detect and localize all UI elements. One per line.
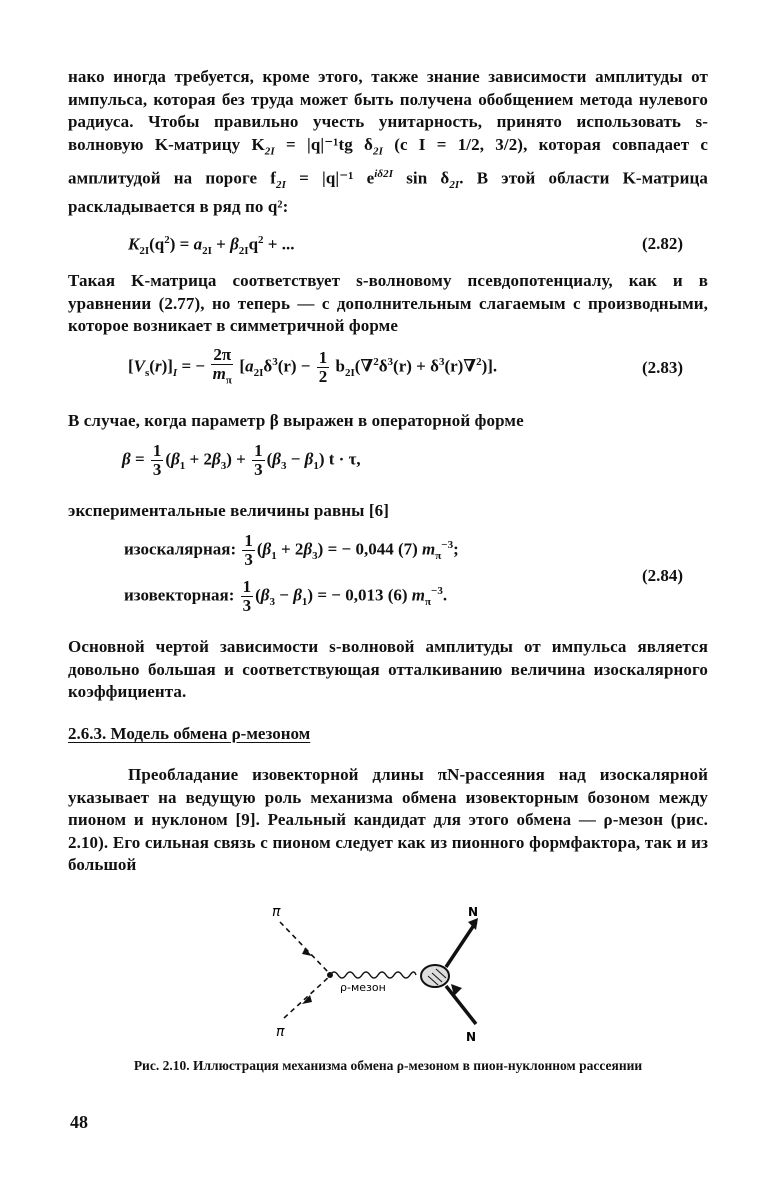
paragraph-intro-text: нако иногда требуется, кроме этого, также знание зависимости амплитуды от импульса, которая без труда может быть получена обобщением метода нулевого радиуса. Чтобы правильно учесть унитарность, принято использовать s-волновую K-матрицу K — [68, 67, 708, 154]
equation-2-82: $K_{2I}(q^2) = a_{2I} + \beta_{2I}q^2$ + ... — [128, 234, 295, 258]
paragraph-pseudopotential: Такая K-матрица соответствует s-волновому псевдопотенциалу, как и в уравнении (2.77), но теперь — с дополнительным слагаемым с производными, которое возникает в симметричной форме — [68, 271, 708, 336]
pion-out-line — [284, 976, 330, 1018]
feynman-diagram — [250, 900, 510, 1050]
equation-number-2-83: (2.83) — [642, 358, 684, 377]
equation-beta-operator: β = $\frac{1}{3}$ $(\beta_1 + 2\beta_3)$ + $\frac{1}{3}$ $(\beta_3 - \beta_1) t \cdot \tau$, — [122, 441, 361, 479]
rho-exchange-line — [330, 972, 416, 978]
equation-isoscalar: изоскалярная: $\frac{1}{3}$ $(\beta_1 + 2\beta_3)$ = − 0,044 (7) $m_\pi^{-3}$; — [124, 531, 459, 569]
nucleon-in-line — [446, 986, 476, 1024]
paragraph-main-feature: Основной чертой зависимости s-волновой амплитуды от импульса является довольно большая и соответствующая отталкиванию величина изоскалярного коэффициента. — [68, 637, 708, 702]
section-heading: 2.6.3. Модель обмена ρ-мезоном — [68, 724, 311, 743]
paragraph-intro: нако иногда требуется, кроме этого, также знание зависимости амплитуды от импульса, которая без труда может быть получена обобщением метода нулевого радиуса. Чтобы правильно учесть унитарность, принято использовать s-волновую K-матрицу $K_{2I} = |q|^{-1}tg$ $\delta_{2I}$ (с I = 1/2, 3/2), которая совпадает с амплитудой на пороге $f_{2I} = |q|^{-1}$ $e^{i\delta 2I}$ $\sin \delta_{2I}$. В этой области K-матрица раскладывается в ряд по q²: — [68, 67, 708, 217]
paragraph-rho-exchange: Преобладание изовекторной длины πN-рассеяния над изоскалярной указывает на ведущую роль механизма обмена изовекторным бозоном между пионом и нуклоном [9]. Реальный кандидат для этого обмена — ρ-мезон (рис. 2.10). Его сильная связь с пионом следует как из пионного формфактора, так и из большой — [68, 765, 708, 875]
equation-number-2-82: (2.82) — [642, 234, 684, 253]
page-number: 48 — [70, 1112, 88, 1132]
figure-caption: Рис. 2.10. Иллюстрация механизма обмена ρ-мезоном в пион-нуклонном рассеянии — [133, 1058, 643, 1073]
label-rho-meson: ρ-мезон — [340, 981, 386, 994]
equation-isovector: изовекторная: $\frac{1}{3}$ $(\beta_3 - \beta_1)$ = − 0,013 (6) $m_\pi^{-3}$. — [124, 577, 448, 615]
paragraph-experimental: экспериментальные величины равны [6] — [68, 501, 390, 520]
label-pi-bottom: π — [276, 1024, 285, 1040]
paragraph-operator-form: В случае, когда параметр β выражен в операторной форме — [68, 411, 524, 430]
label-pi-top: π — [272, 904, 281, 920]
equation-2-83: $[V_s(r)]_I$ = − $\frac{2\pi}{m_\pi}$ [$a_{2I}\delta^3(r)$ − $\frac{1}{2}$ $b_{2I}(\nabla^2\delta^3(r) + \delta^3(r)\nabla^2)$]. — [128, 345, 498, 387]
label-n-top: N — [468, 905, 479, 919]
label-n-bottom: N — [466, 1030, 477, 1044]
pion-vertex — [327, 972, 333, 978]
nucleon-out-line — [446, 922, 476, 967]
equation-number-2-84: (2.84) — [642, 566, 684, 585]
